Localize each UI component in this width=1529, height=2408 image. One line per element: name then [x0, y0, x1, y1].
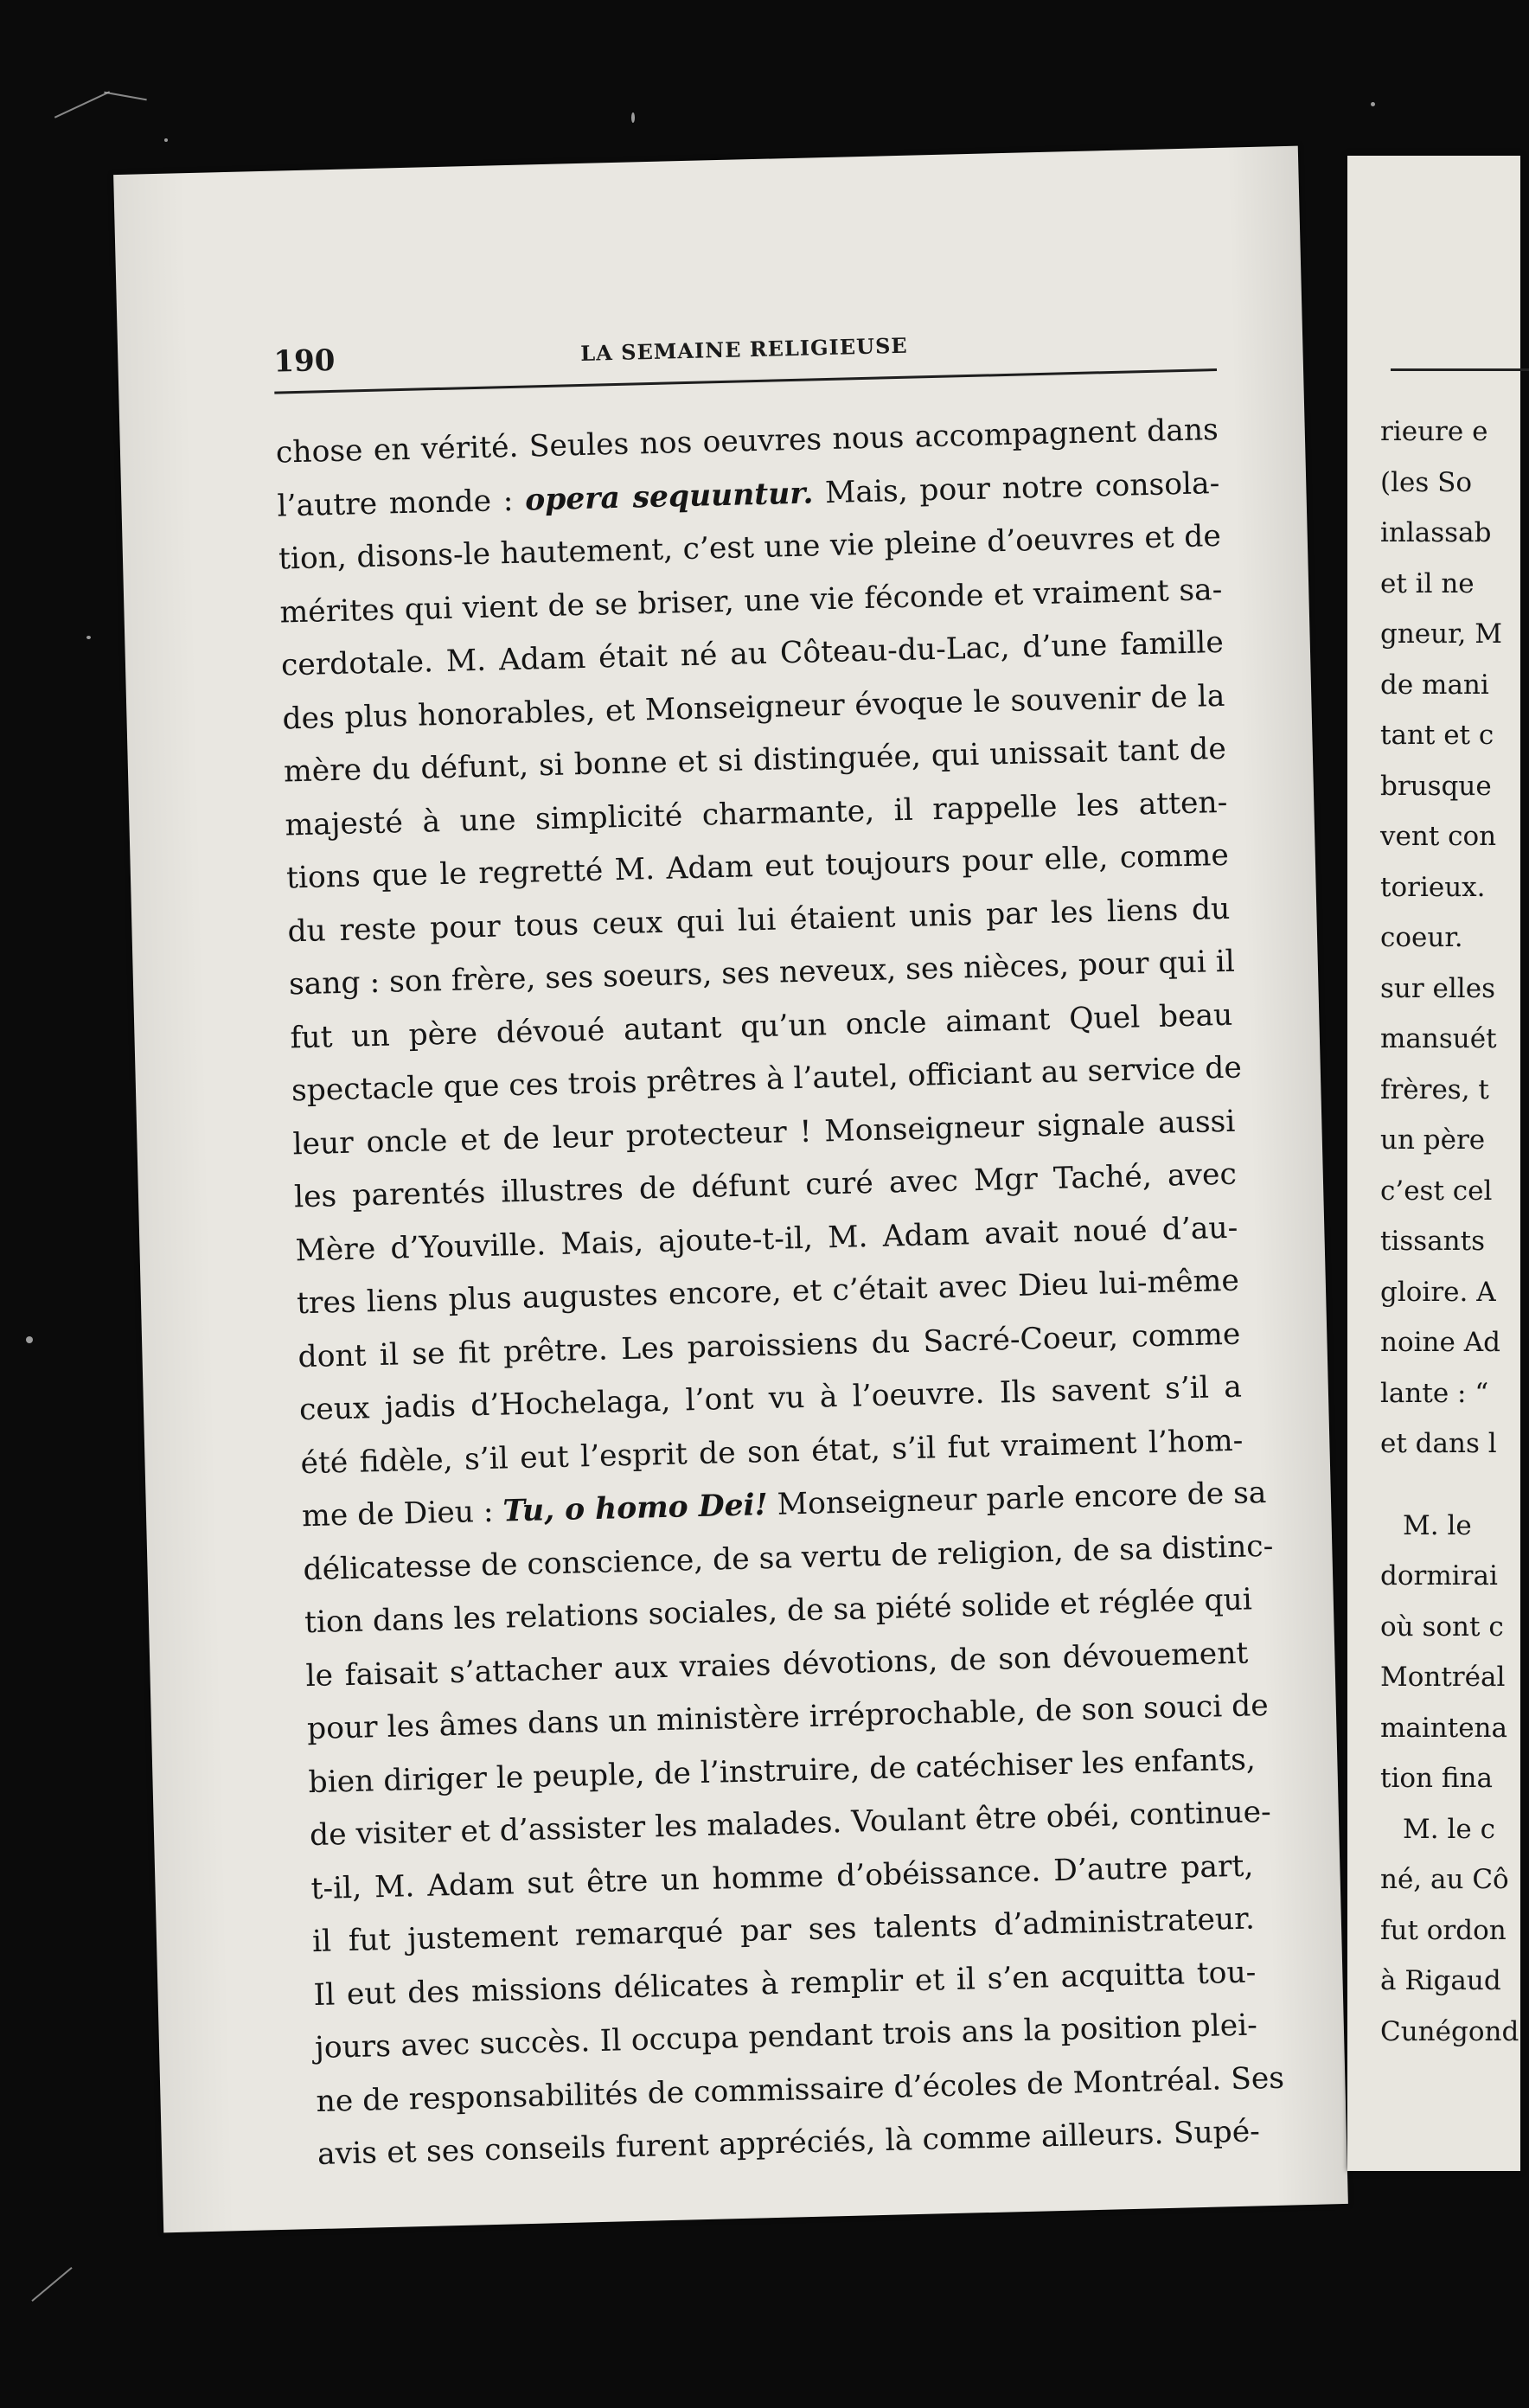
adjacent-text-line: rieure e [1380, 416, 1488, 447]
text-run: Mais, pour notre consola- [812, 465, 1220, 510]
text-run: de visiter et d’assister les malades. Voulant être obéi, continue- [309, 1794, 1272, 1854]
adjacent-text-line: torieux. [1380, 871, 1486, 903]
adjacent-text-line: dormirai [1380, 1560, 1498, 1591]
text-run: bien diriger le peuple, de l’instruire, de catéchiser les enfants, [308, 1741, 1257, 1800]
text-run: des plus honorables, et Monseigneur évoque le souvenir de la [282, 678, 1225, 736]
text-run: tion, disons-le hautement, c’est une vie pleine d’oeuvres et de [278, 518, 1222, 577]
text-run: du reste pour tous ceux qui lui étaient unis par les liens du [287, 891, 1231, 949]
text-run: tres liens plus augustes encore, et c’était avec Dieu lui-même [296, 1263, 1240, 1322]
scan-mark [31, 2267, 72, 2302]
text-run: l’autre monde : [277, 483, 526, 524]
text-run: chose en vérité. Seules nos oeuvres nous accompagnent dans [275, 412, 1219, 471]
text-run: sang : son frère, ses soeurs, ses neveux, ses nièces, pour qui il [288, 944, 1236, 1002]
adjacent-text-line: un père [1380, 1124, 1486, 1156]
adjacent-text-line: inlassab [1380, 517, 1492, 548]
adjacent-text-line: tant et c [1380, 720, 1494, 751]
scan-speck [164, 138, 168, 142]
text-run: t-il, M. Adam sut être un homme d’obéissance. D’autre part, [310, 1848, 1254, 1906]
adjacent-text-line: (les So [1380, 466, 1473, 498]
text-run: mérites qui vient de se briser, une vie féconde et vraiment sa- [279, 572, 1223, 631]
adjacent-text-line: noine Ad [1380, 1327, 1500, 1358]
adjacent-page-rule [1391, 368, 1529, 371]
adjacent-text-line: gneur, M [1380, 618, 1502, 650]
text-run: majesté à une simplicité charmante, il rappelle les atten- [285, 785, 1228, 842]
adjacent-text-line: sur elles [1380, 972, 1495, 1004]
text-run: cerdotale. M. Adam était né au Côteau-du-Lac, d’une famille [280, 624, 1225, 683]
adjacent-text-line: coeur. [1380, 922, 1463, 953]
adjacent-text-line: de mani [1380, 669, 1489, 701]
running-head [273, 317, 1217, 394]
text-run: avis et ses conseils furent appréciés, là comme ailleurs. Supé- [317, 2114, 1261, 2173]
page-content [272, 317, 1285, 2181]
adjacent-text-line: brusque [1380, 770, 1492, 802]
page-number: 190 [272, 343, 336, 380]
adjacent-text-line: M. le c [1403, 1813, 1495, 1845]
book-page [113, 146, 1348, 2233]
adjacent-text-line: lante : “ [1380, 1377, 1489, 1409]
adjacent-text-line: où sont c [1380, 1611, 1504, 1643]
scan-mark [54, 91, 110, 118]
text-run: Mère d’Youville. Mais, ajoute-t-il, M. Adam avait noué d’au- [295, 1210, 1238, 1268]
adjacent-text-line: et il ne [1380, 567, 1475, 599]
adjacent-text-line: vent con [1380, 821, 1497, 852]
adjacent-text-line: à Rigaud [1380, 1965, 1501, 1996]
italic-phrase: opera sequuntur. [524, 475, 814, 518]
adjacent-text-line: maintena [1380, 1712, 1508, 1744]
scan-speck [631, 112, 635, 123]
text-run: été fidèle, s’il eut l’esprit de son état, s’il fut vraiment l’hom- [300, 1423, 1244, 1481]
text-run: mère du défunt, si bonne et si distinguée, qui unissait tant de [283, 731, 1227, 790]
adjacent-page-text [1380, 407, 1519, 2057]
adjacent-text-line: tion fina [1380, 1763, 1493, 1794]
text-run: tion dans les relations sociales, de sa piété solide et réglée qui [304, 1582, 1253, 1641]
text-run: me de Dieu : [301, 1494, 503, 1534]
running-title: LA SEMAINE RELIGIEUSE [579, 332, 908, 366]
text-run: ceux jadis d’Hochelaga, l’ont vu à l’oeuvre. Ils savent s’il a [298, 1369, 1243, 1428]
text-run: jours avec succès. Il occupa pendant trois ans la position plei- [314, 2008, 1258, 2066]
italic-phrase: Tu, o homo Dei! [502, 1488, 769, 1529]
text-run: Il eut des missions délicates à remplir et il s’en acquitta tou- [313, 1954, 1257, 2013]
adjacent-page [1347, 156, 1520, 2171]
text-run: le faisait s’attacher aux vraies dévotions, de son dévouement [305, 1636, 1249, 1694]
adjacent-text-line: et dans l [1380, 1428, 1497, 1459]
text-run: les parentés illustres de défunt curé avec Mgr Taché, avec [293, 1156, 1238, 1215]
adjacent-text-line: né, au Cô [1380, 1864, 1509, 1895]
scan-speck [26, 1336, 33, 1343]
text-run: pour les âmes dans un ministère irréprochable, de son souci de [306, 1688, 1270, 1747]
scan-speck [86, 636, 91, 639]
text-run: leur oncle et de leur protecteur ! Monseigneur signale aussi [292, 1104, 1236, 1162]
adjacent-text-line: mansuét [1380, 1023, 1497, 1054]
text-run: Monseigneur parle encore de sa [767, 1475, 1267, 1523]
adjacent-text-line: c’est cel [1380, 1175, 1493, 1207]
paragraph-gap [1380, 1470, 1519, 1501]
text-run: il fut justement remarqué par ses talents d’administrateur. [311, 1901, 1256, 1960]
text-run: délicatesse de conscience, de sa vertu de religion, de sa distinc- [303, 1528, 1274, 1587]
scan-mark [104, 92, 147, 101]
adjacent-text-line: gloire. A [1380, 1276, 1496, 1308]
adjacent-text-line: Cunégond [1380, 2015, 1519, 2047]
adjacent-text-line: frères, t [1380, 1073, 1489, 1105]
body-text [275, 404, 1285, 2182]
text-run: spectacle que ces trois prêtres à l’autel, officiant au service de [291, 1050, 1243, 1109]
adjacent-text-line: tissants [1380, 1226, 1486, 1257]
adjacent-text-line: fut ordon [1380, 1914, 1507, 1946]
text-run: dont il se fit prêtre. Les paroissiens du Sacré-Coeur, comme [297, 1316, 1241, 1374]
text-run: ne de responsabilités de commissaire d’écoles de Montréal. Ses [316, 2060, 1285, 2119]
scan-speck [1371, 102, 1375, 106]
adjacent-text-line: Montréal [1380, 1662, 1506, 1693]
adjacent-text-line: M. le [1403, 1509, 1472, 1541]
text-run: fut un père dévoué autant qu’un oncle aimant Quel beau [290, 997, 1233, 1055]
text-run: tions que le regretté M. Adam eut toujours pour elle, comme [285, 837, 1230, 896]
